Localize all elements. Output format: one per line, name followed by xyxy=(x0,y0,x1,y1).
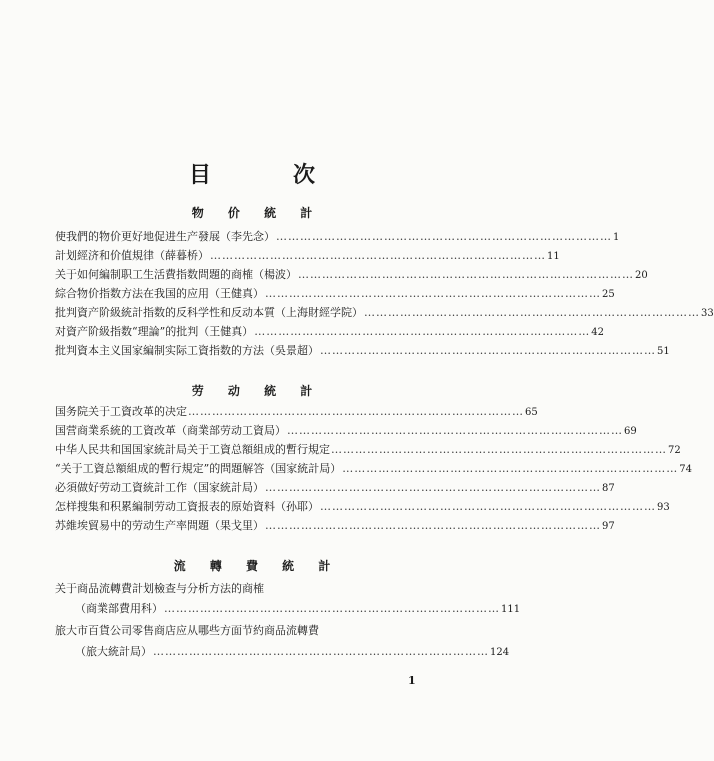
toc-entry[interactable] xyxy=(55,480,615,496)
toc-entry-page: 25 xyxy=(602,289,615,300)
dot-leader: ………………………………………………………………………… xyxy=(265,481,601,494)
toc-entry-title: 計划經济和价值規律（薛暮桥） xyxy=(55,249,209,262)
section-heading-labor-statistics: 劳 动 統 計 xyxy=(191,384,323,398)
dot-leader: ………………………………………………………………………… xyxy=(287,424,623,437)
toc-entry-page: 111 xyxy=(501,604,521,615)
toc-entry[interactable] xyxy=(55,286,615,302)
toc-entry[interactable] xyxy=(55,267,648,283)
toc-entry[interactable] xyxy=(55,499,670,515)
toc-entry-title: 使我們的物价更好地促进生产發展（李先念） xyxy=(55,230,275,243)
dot-leader: ………………………………………………………………………… xyxy=(298,268,634,281)
page-number: 1 xyxy=(408,674,416,687)
toc-entry-page: 51 xyxy=(657,346,670,357)
toc-entry-title: 中华人民共和国国家統計局关于工資总額組成的暫行規定 xyxy=(55,443,330,456)
toc-entry-page: 93 xyxy=(657,502,670,513)
toc-entry[interactable] xyxy=(55,461,692,477)
toc-entry-title: 关于如何編制职工生活費指数問題的商榷（楊波） xyxy=(55,268,297,281)
dot-leader: ………………………………………………………………………… xyxy=(276,230,612,243)
dot-leader: ………………………………………………………………………… xyxy=(364,306,700,319)
toc-entry[interactable] xyxy=(55,581,433,597)
toc-entry-title: 怎样搜集和积累編制劳动工資报表的原始資料（孙耶） xyxy=(55,500,319,513)
dot-leader: ………………………………………………………………………… xyxy=(342,462,679,475)
toc-entry-title: 关于商品流轉費計划檢查与分析方法的商榷 xyxy=(55,582,264,595)
toc-entry-title: 綜合物价指数方法在我国的应用（王健真） xyxy=(55,287,264,300)
toc-entry-page: 11 xyxy=(547,251,560,262)
toc-entry[interactable] xyxy=(55,442,681,458)
toc-entry[interactable] xyxy=(55,343,670,359)
toc-entry-page: 69 xyxy=(624,426,637,437)
toc-entry-title: 批判資本主义国家編制实际工資指数的方法（吳景超） xyxy=(55,344,319,357)
toc-entry[interactable] xyxy=(55,229,620,245)
toc-entry-page: 124 xyxy=(490,647,510,658)
dot-leader: ………………………………………………………………………… xyxy=(254,325,591,338)
section-heading-price-statistics: 物 价 統 計 xyxy=(191,206,323,220)
toc-entry-author: （商業部費用科） xyxy=(75,602,163,615)
toc-entry-title: 对資产阶級指数“理論”的批判（王健真） xyxy=(55,325,254,338)
toc-entry-page: 33 xyxy=(701,308,714,319)
toc-entry[interactable] xyxy=(55,404,538,420)
dot-leader: ………………………………………………………………………… xyxy=(153,645,489,658)
toc-entry-page: 20 xyxy=(635,270,648,281)
dot-leader: ………………………………………………………………………… xyxy=(265,519,601,532)
dot-leader: ………………………………………………………………………… xyxy=(210,249,546,262)
toc-entry-page: 1 xyxy=(613,232,620,243)
toc-entry-title: 国营商業系統的工資改革（商業部劳动工資局） xyxy=(55,424,286,437)
toc-entry[interactable] xyxy=(55,518,615,534)
toc-entry-page: 87 xyxy=(602,483,615,494)
toc-entry-title: “关于工資总額組成的暫行規定”的問題解答（国家統計局） xyxy=(55,462,342,475)
toc-entry[interactable] xyxy=(55,248,560,264)
toc-entry-title: 批判資产阶級統計指数的反科学性和反动本質（上海財經学院） xyxy=(55,306,363,319)
dot-leader: ………………………………………………………………………… xyxy=(320,344,656,357)
dot-leader: ………………………………………………………………………… xyxy=(188,405,524,418)
toc-entry-title: 旅大市百貨公司零售商店应从哪些方面节約商品流轉費 xyxy=(55,624,319,637)
toc-entry-page: 74 xyxy=(679,464,692,475)
dot-leader: ………………………………………………………………………… xyxy=(164,602,500,615)
dot-leader: ………………………………………………………………………… xyxy=(331,443,667,456)
toc-entry-author: （旅大統計局） xyxy=(75,645,152,658)
toc-entry-title: 苏維埃貿易中的劳动生产率問題（果戈里） xyxy=(55,519,264,532)
toc-entry[interactable] xyxy=(55,305,714,321)
section-heading-circulation-cost-statistics: 流 轉 費 統 計 xyxy=(173,559,341,573)
toc-entry-title: 必須做好劳动工資統計工作（国家統計局） xyxy=(55,481,264,494)
toc-entry-continuation[interactable] xyxy=(75,644,510,660)
toc-entry[interactable] xyxy=(55,423,637,439)
toc-entry-continuation[interactable] xyxy=(75,601,521,617)
dot-leader: ………………………………………………………………………… xyxy=(320,500,656,513)
toc-entry-page: 65 xyxy=(525,407,538,418)
toc-entry-title: 国务院关于工資改革的决定 xyxy=(55,405,187,418)
toc-entry[interactable] xyxy=(55,324,604,340)
toc-entry-page: 42 xyxy=(591,327,604,338)
toc-entry-page: 97 xyxy=(602,521,615,532)
toc-entry[interactable] xyxy=(55,623,433,639)
page-title: 目 次 xyxy=(188,163,345,188)
toc-entry-page: 72 xyxy=(668,445,681,456)
dot-leader: ………………………………………………………………………… xyxy=(265,287,601,300)
